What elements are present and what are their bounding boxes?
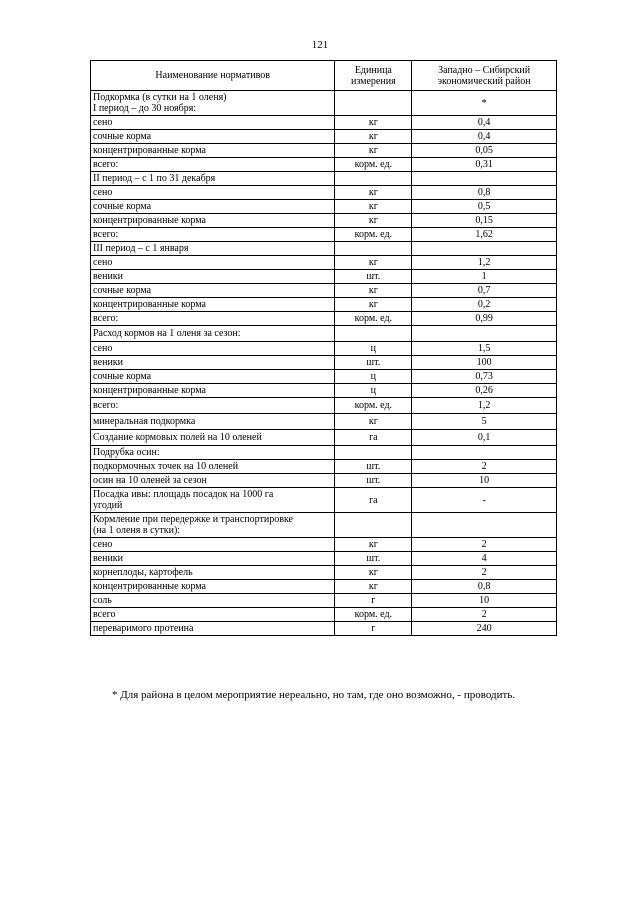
row-value xyxy=(412,242,557,256)
row-value: 1 xyxy=(412,270,557,284)
row-name: сочные корма xyxy=(91,370,335,384)
table-row xyxy=(91,580,557,594)
row-unit: кг xyxy=(335,116,412,130)
table-row xyxy=(91,186,557,200)
row-name: сено xyxy=(91,256,335,270)
row-unit: кг xyxy=(335,186,412,200)
row-name: сено xyxy=(91,186,335,200)
table-header-row xyxy=(91,61,557,91)
row-unit: ц xyxy=(335,370,412,384)
table-row xyxy=(91,91,557,116)
row-value: 1,2 xyxy=(412,398,557,414)
row-value: 2 xyxy=(412,538,557,552)
row-value: 0,31 xyxy=(412,158,557,172)
row-name: Посадка ивы: площадь посадок на 1000 га угодий xyxy=(91,488,335,513)
row-name: веники xyxy=(91,356,335,370)
row-unit: кг xyxy=(335,214,412,228)
row-value xyxy=(412,446,557,460)
table-row xyxy=(91,513,557,538)
row-name: всего xyxy=(91,608,335,622)
header-name: Наименование нормативов xyxy=(91,61,335,91)
row-value: 0,73 xyxy=(412,370,557,384)
row-value: 0,05 xyxy=(412,144,557,158)
row-value: 0,8 xyxy=(412,186,557,200)
table-row xyxy=(91,370,557,384)
row-value: 100 xyxy=(412,356,557,370)
row-name: сено xyxy=(91,342,335,356)
row-value: 1,62 xyxy=(412,228,557,242)
row-name: Расход кормов на 1 оленя за сезон: xyxy=(91,326,335,342)
table-row xyxy=(91,446,557,460)
row-name: концентрированные корма xyxy=(91,214,335,228)
row-unit xyxy=(335,446,412,460)
row-unit: корм. ед. xyxy=(335,158,412,172)
table-row xyxy=(91,622,557,636)
table-row xyxy=(91,414,557,430)
table-row xyxy=(91,356,557,370)
row-name: Кормление при передержке и транспортировке (на 1 оленя в сутки): xyxy=(91,513,335,538)
row-value: 0,8 xyxy=(412,580,557,594)
table-body xyxy=(91,91,557,636)
norms-table xyxy=(90,60,557,636)
table-row xyxy=(91,284,557,298)
row-unit: шт. xyxy=(335,356,412,370)
row-unit: корм. ед. xyxy=(335,312,412,326)
table-row xyxy=(91,474,557,488)
row-name: подкормочных точек на 10 оленей xyxy=(91,460,335,474)
table-row xyxy=(91,398,557,414)
row-name: веники xyxy=(91,552,335,566)
row-value: 0,7 xyxy=(412,284,557,298)
footnote: * Для района в целом мероприятие нереально, но там, где оно возможно, - проводить. xyxy=(112,689,516,701)
row-unit xyxy=(335,242,412,256)
row-name: корнеплоды, картофель xyxy=(91,566,335,580)
row-unit: шт. xyxy=(335,474,412,488)
row-name: концентрированные корма xyxy=(91,384,335,398)
row-name: III период – с 1 января xyxy=(91,242,335,256)
table-row xyxy=(91,552,557,566)
row-value xyxy=(412,172,557,186)
table-row xyxy=(91,256,557,270)
row-value: 10 xyxy=(412,474,557,488)
row-value xyxy=(412,513,557,538)
row-name: всего: xyxy=(91,312,335,326)
row-value: 5 xyxy=(412,414,557,430)
row-value: 0,1 xyxy=(412,430,557,446)
row-name: минеральная подкормка xyxy=(91,414,335,430)
row-unit: шт. xyxy=(335,552,412,566)
row-unit: г xyxy=(335,594,412,608)
table-row xyxy=(91,430,557,446)
row-name: II период – с 1 по 31 декабря xyxy=(91,172,335,186)
row-unit: кг xyxy=(335,284,412,298)
row-value: 0,15 xyxy=(412,214,557,228)
row-name: переваримого протеина xyxy=(91,622,335,636)
row-unit: корм. ед. xyxy=(335,608,412,622)
row-value: 2 xyxy=(412,608,557,622)
row-unit: ц xyxy=(335,342,412,356)
page-number: 121 xyxy=(311,39,329,51)
row-unit: корм. ед. xyxy=(335,398,412,414)
row-unit xyxy=(335,326,412,342)
row-value: 0,99 xyxy=(412,312,557,326)
row-unit: ц xyxy=(335,384,412,398)
row-value: 0,4 xyxy=(412,130,557,144)
table-row xyxy=(91,228,557,242)
row-name: всего: xyxy=(91,228,335,242)
row-value: 0,5 xyxy=(412,200,557,214)
table-row xyxy=(91,200,557,214)
row-unit: га xyxy=(335,430,412,446)
table-row xyxy=(91,608,557,622)
row-value: 0,26 xyxy=(412,384,557,398)
row-value: 0,4 xyxy=(412,116,557,130)
row-unit xyxy=(335,172,412,186)
table-row xyxy=(91,116,557,130)
row-unit xyxy=(335,91,412,116)
row-unit: кг xyxy=(335,538,412,552)
header-region: Западно – Сибирский экономический район xyxy=(412,61,557,91)
row-unit: кг xyxy=(335,414,412,430)
row-name: сочные корма xyxy=(91,284,335,298)
row-name: всего: xyxy=(91,398,335,414)
header-unit: Единица измерения xyxy=(335,61,412,91)
table-row xyxy=(91,342,557,356)
row-value: 1,5 xyxy=(412,342,557,356)
row-value: 2 xyxy=(412,460,557,474)
row-value xyxy=(412,326,557,342)
row-value: * xyxy=(412,91,557,116)
table-row xyxy=(91,158,557,172)
table-row xyxy=(91,298,557,312)
row-name: Создание кормовых полей на 10 оленей xyxy=(91,430,335,446)
table-row xyxy=(91,242,557,256)
table-row xyxy=(91,270,557,284)
row-value: 0,2 xyxy=(412,298,557,312)
row-value: 2 xyxy=(412,566,557,580)
row-unit: корм. ед. xyxy=(335,228,412,242)
row-unit: га xyxy=(335,488,412,513)
row-unit: кг xyxy=(335,298,412,312)
row-name: осин на 10 оленей за сезон xyxy=(91,474,335,488)
row-name: сено xyxy=(91,116,335,130)
row-name: концентрированные корма xyxy=(91,580,335,594)
table-row xyxy=(91,488,557,513)
row-value: 10 xyxy=(412,594,557,608)
row-name: сочные корма xyxy=(91,200,335,214)
row-unit: г xyxy=(335,622,412,636)
table-row xyxy=(91,384,557,398)
table-row xyxy=(91,130,557,144)
row-name: веники xyxy=(91,270,335,284)
table-row xyxy=(91,312,557,326)
row-unit xyxy=(335,513,412,538)
row-name: Подрубка осин: xyxy=(91,446,335,460)
row-name: концентрированные корма xyxy=(91,144,335,158)
row-unit: кг xyxy=(335,200,412,214)
row-unit: кг xyxy=(335,580,412,594)
row-value: - xyxy=(412,488,557,513)
table-row xyxy=(91,566,557,580)
row-value: 1,2 xyxy=(412,256,557,270)
table-row xyxy=(91,144,557,158)
table-row xyxy=(91,538,557,552)
row-name: сено xyxy=(91,538,335,552)
row-unit: кг xyxy=(335,256,412,270)
row-unit: шт. xyxy=(335,270,412,284)
row-unit: кг xyxy=(335,144,412,158)
row-name: сочные корма xyxy=(91,130,335,144)
row-name: всего: xyxy=(91,158,335,172)
table-row xyxy=(91,326,557,342)
row-name: Подкормка (в сутки на 1 оленя) I период – до 30 ноября: xyxy=(91,91,335,116)
row-value: 4 xyxy=(412,552,557,566)
row-unit: кг xyxy=(335,130,412,144)
table-row xyxy=(91,214,557,228)
row-name: концентрированные корма xyxy=(91,298,335,312)
row-name: соль xyxy=(91,594,335,608)
table-row xyxy=(91,172,557,186)
table-row xyxy=(91,594,557,608)
row-unit: шт. xyxy=(335,460,412,474)
row-unit: кг xyxy=(335,566,412,580)
table-row xyxy=(91,460,557,474)
row-value: 240 xyxy=(412,622,557,636)
